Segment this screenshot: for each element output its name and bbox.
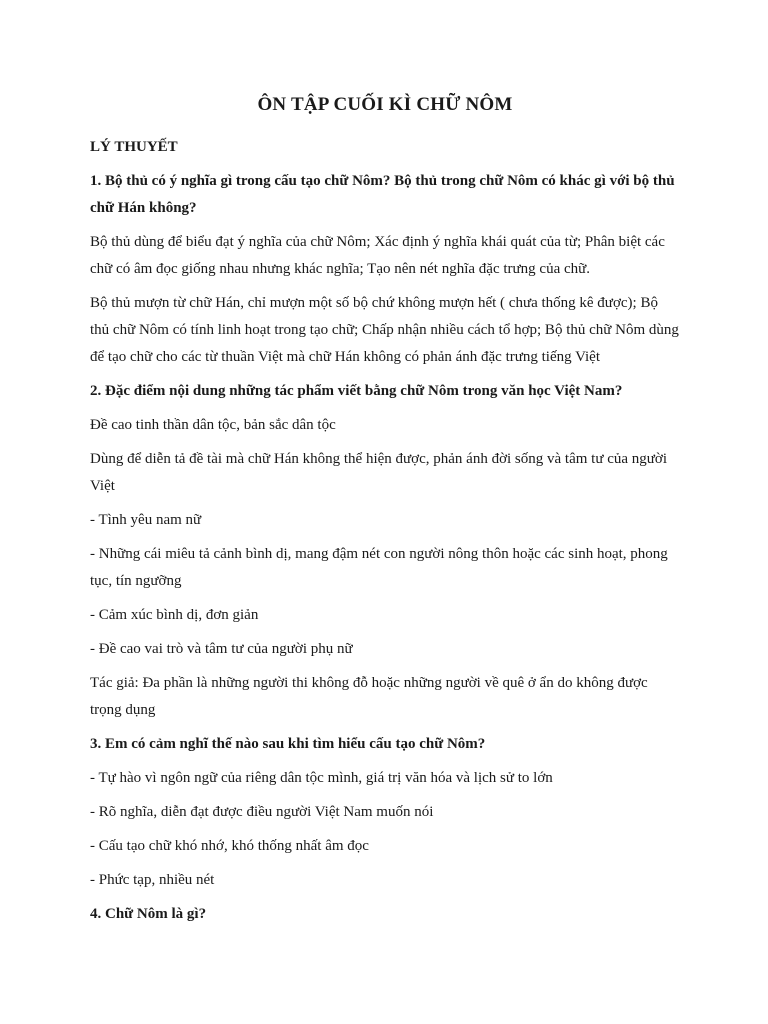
paragraph: Dùng để diễn tả đề tài mà chữ Hán không thể hiện được, phản ánh đời sống và tâm tư của người Việt [90, 451, 668, 494]
list-item: - Cảm xúc bình dị, đơn giản [90, 607, 259, 623]
paragraph: Bộ thủ dùng để biểu đạt ý nghĩa của chữ Nôm; Xác định ý nghĩa khái quát của từ; Phân biệt các chữ có âm đọc giống nhau nhưng khác nghĩa; Tạo nên nét nghĩa đặc trưng của chữ. [90, 234, 665, 277]
paragraph: Tác giả: Đa phần là những người thi không đỗ hoặc những người về quê ở ẩn do không được trọng dụng [90, 675, 648, 718]
paragraph: Bộ thủ mượn từ chữ Hán, chỉ mượn một số bộ chứ không mượn hết ( chưa thống kê được); Bộ thủ chữ Nôm có tính linh hoạt trong tạo chữ; Chấp nhận nhiều cách tổ hợp; Bộ thủ chữ Nôm dùng để tạo chữ cho các từ thuần Việt mà chữ Hán không có phản ánh đặc trưng tiếng Việt [90, 295, 679, 365]
section-heading: LÝ THUYẾT [90, 139, 178, 155]
question-4: 4. Chữ Nôm là gì? [90, 906, 207, 922]
document-title: ÔN TẬP CUỐI KÌ CHỮ NÔM [257, 94, 513, 115]
list-item: - Cấu tạo chữ khó nhớ, khó thống nhất âm đọc [90, 838, 369, 854]
list-item: - Rõ nghĩa, diễn đạt được điều người Việt Nam muốn nói [90, 804, 434, 820]
list-item: - Phức tạp, nhiều nét [90, 872, 215, 888]
list-item: - Tự hào vì ngôn ngữ của riêng dân tộc mình, giá trị văn hóa và lịch sử to lớn [90, 770, 553, 786]
list-item: - Những cái miêu tả cảnh bình dị, mang đậm nét con người nông thôn hoặc các sinh hoạt, phong tục, tín ngưỡng [90, 546, 668, 589]
paragraph: Đề cao tinh thần dân tộc, bản sắc dân tộc [90, 417, 336, 433]
document-page [90, 92, 680, 935]
question-3: 3. Em có cảm nghĩ thế nào sau khi tìm hiểu cấu tạo chữ Nôm? [90, 736, 486, 752]
question-2: 2. Đặc điểm nội dung những tác phẩm viết bằng chữ Nôm trong văn học Việt Nam? [90, 383, 623, 399]
question-1: 1. Bộ thủ có ý nghĩa gì trong cấu tạo chữ Nôm? Bộ thủ trong chữ Nôm có khác gì với bộ thủ chữ Hán không? [90, 173, 675, 216]
list-item: - Đề cao vai trò và tâm tư của người phụ nữ [90, 641, 353, 657]
list-item: - Tình yêu nam nữ [90, 512, 202, 528]
